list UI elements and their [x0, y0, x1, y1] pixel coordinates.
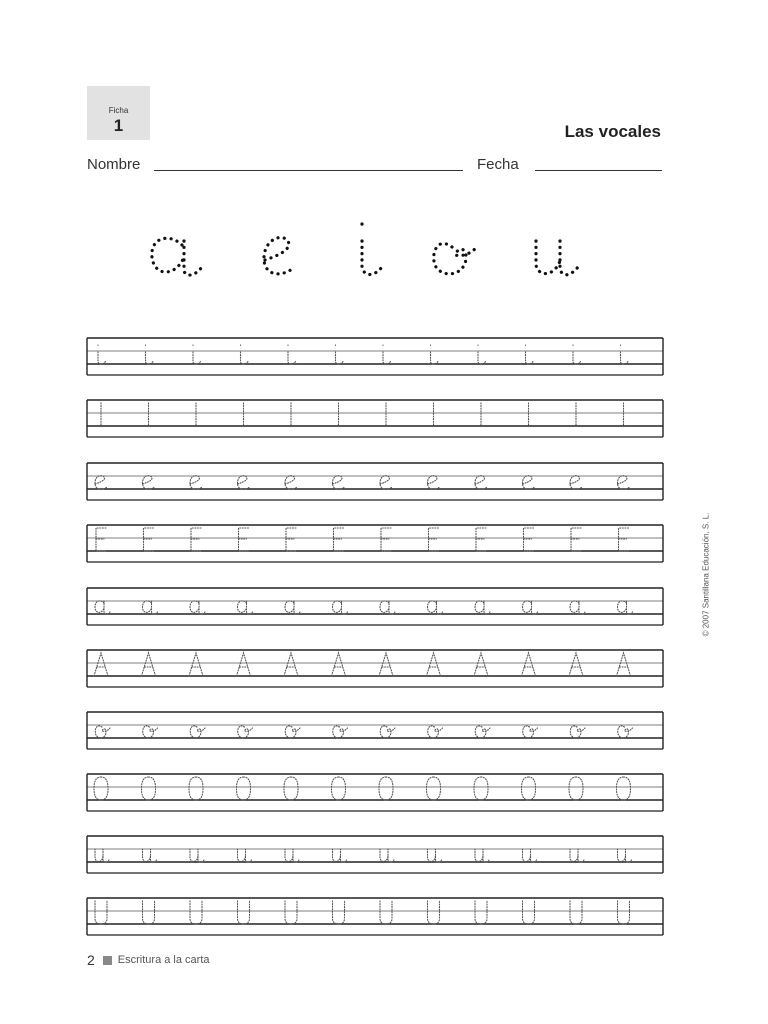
- dotted-letter-E: [286, 528, 296, 551]
- dotted-letter-a: [428, 601, 443, 614]
- dotted-letter-e: [238, 476, 250, 490]
- dotted-letter-o: [475, 726, 490, 738]
- dotted-letter-A: [237, 653, 251, 676]
- dotted-letter-o: [380, 726, 395, 738]
- dotted-letter-a: [380, 601, 395, 614]
- dotted-letter-a: [570, 601, 585, 614]
- dotted-letter-A: [569, 653, 583, 676]
- dotted-letter-e: [285, 476, 297, 490]
- dotted-letter-U: [143, 901, 155, 924]
- dotted-letter-i: [288, 345, 296, 364]
- dotted-letter-u: [475, 849, 489, 862]
- dotted-letter-A: [284, 653, 298, 676]
- dotted-letter-o: [95, 726, 110, 738]
- dotted-letter-U: [380, 901, 392, 924]
- dotted-letter-O: [427, 777, 441, 800]
- dotted-letter-O: [617, 777, 631, 800]
- dotted-letter-E: [239, 528, 249, 551]
- dotted-letter-a: [143, 601, 158, 614]
- dotted-letter-U: [523, 901, 535, 924]
- dotted-letter-O: [332, 777, 346, 800]
- name-label: Nombre: [87, 156, 141, 173]
- dotted-letter-e: [143, 476, 155, 490]
- dotted-letter-a: [333, 601, 348, 614]
- dotted-letter-o: [618, 726, 633, 738]
- dotted-letter-u: [95, 849, 109, 862]
- dotted-letter-i: [621, 345, 629, 364]
- dotted-letter-e: [190, 476, 202, 490]
- dotted-letter-E: [476, 528, 486, 551]
- dotted-letter-u: [285, 849, 299, 862]
- dotted-letter-A: [379, 653, 393, 676]
- dotted-letter-u: [523, 849, 537, 862]
- dotted-letter-O: [189, 777, 203, 800]
- dotted-letter-u: [618, 849, 632, 862]
- dotted-letter-U: [285, 901, 297, 924]
- dotted-letter-e: [95, 476, 107, 490]
- dotted-letter-O: [379, 777, 393, 800]
- dotted-letter-U: [190, 901, 202, 924]
- dotted-letter-o: [285, 726, 300, 738]
- dotted-letter-a: [618, 601, 633, 614]
- dotted-letter-E: [619, 528, 629, 551]
- dotted-letter-o: [143, 726, 158, 738]
- dotted-letter-a: [475, 601, 490, 614]
- dotted-letter-U: [238, 901, 250, 924]
- dotted-letter-i: [526, 345, 534, 364]
- page-title: Las vocales: [564, 122, 661, 141]
- dotted-letter-U: [428, 901, 440, 924]
- dotted-letter-i: [193, 345, 201, 364]
- ficha-label: Ficha: [108, 106, 129, 115]
- ficha-badge: [87, 86, 150, 140]
- dotted-letter-a: [523, 601, 538, 614]
- dotted-letter-u: [190, 849, 204, 862]
- dotted-letter-u: [570, 849, 584, 862]
- dotted-letter-e: [523, 476, 535, 490]
- dotted-letter-E: [429, 528, 439, 551]
- dotted-letter-e: [380, 476, 392, 490]
- page-footer: [87, 952, 210, 968]
- practice-row-U[interactable]: [87, 897, 663, 941]
- dotted-letter-o: [238, 726, 253, 738]
- date-label: Fecha: [477, 156, 519, 173]
- dotted-letter-u: [143, 849, 157, 862]
- dotted-letter-O: [522, 777, 536, 800]
- dotted-letter-i: [241, 345, 249, 364]
- dotted-letter-o: [190, 726, 205, 738]
- dotted-letter-A: [474, 653, 488, 676]
- dotted-letter-u: [380, 849, 394, 862]
- dotted-letter-u: [333, 849, 347, 862]
- practice-row-u[interactable]: [87, 835, 663, 879]
- book-title: Escritura a la carta: [117, 954, 210, 966]
- dotted-letter-u: [428, 849, 442, 862]
- big-vowel-i: [362, 224, 382, 275]
- dotted-letter-e: [475, 476, 487, 490]
- dotted-letter-i: [478, 345, 486, 364]
- dotted-letter-o: [428, 726, 443, 738]
- dotted-letter-E: [381, 528, 391, 551]
- dotted-letter-i: [573, 345, 581, 364]
- ficha-number: 1: [113, 116, 124, 135]
- big-vowel-o: [434, 244, 475, 274]
- dotted-letter-A: [189, 653, 203, 676]
- dotted-letter-E: [144, 528, 154, 551]
- dotted-letter-A: [617, 653, 631, 676]
- footer-square-icon: [103, 956, 112, 965]
- dotted-letter-i: [431, 345, 439, 364]
- practice-row-E[interactable]: [87, 524, 663, 568]
- name-write-line[interactable]: [154, 170, 463, 171]
- dotted-letter-i: [146, 345, 154, 364]
- dotted-letter-E: [96, 528, 106, 551]
- big-vowel-e: [264, 238, 295, 274]
- dotted-letter-E: [334, 528, 344, 551]
- practice-row-e[interactable]: [87, 462, 663, 506]
- dotted-letter-e: [570, 476, 582, 490]
- dotted-letter-i: [98, 345, 106, 364]
- dotted-letter-i: [336, 345, 344, 364]
- dotted-letter-E: [524, 528, 534, 551]
- dotted-letter-O: [142, 777, 156, 800]
- dotted-letter-U: [618, 901, 630, 924]
- dotted-letter-A: [427, 653, 441, 676]
- dotted-letter-o: [523, 726, 538, 738]
- dotted-letter-a: [95, 601, 110, 614]
- dotted-letter-E: [191, 528, 201, 551]
- dotted-letter-a: [285, 601, 300, 614]
- dotted-letter-u: [238, 849, 252, 862]
- dotted-letter-O: [284, 777, 298, 800]
- dotted-letter-e: [618, 476, 630, 490]
- dotted-letter-U: [95, 901, 107, 924]
- dotted-letter-A: [332, 653, 346, 676]
- dotted-letter-E: [571, 528, 581, 551]
- page-number: 2: [87, 952, 95, 968]
- dotted-letter-A: [94, 653, 108, 676]
- dotted-letter-i: [383, 345, 391, 364]
- dotted-letter-A: [142, 653, 156, 676]
- date-write-line[interactable]: [535, 170, 662, 171]
- practice-row-O[interactable]: [87, 773, 663, 817]
- dotted-letter-U: [475, 901, 487, 924]
- dotted-letter-U: [333, 901, 345, 924]
- copyright-note: © 2007 Santillana Educación, S. L.: [701, 512, 711, 637]
- dotted-letter-A: [522, 653, 536, 676]
- practice-row-o[interactable]: [87, 711, 663, 755]
- dotted-letter-a: [238, 601, 253, 614]
- dotted-letter-O: [94, 777, 108, 800]
- dotted-letter-O: [474, 777, 488, 800]
- dotted-letter-o: [333, 726, 348, 738]
- dotted-letter-U: [570, 901, 582, 924]
- dotted-letter-a: [190, 601, 205, 614]
- big-vowels-tracing: [130, 205, 630, 305]
- dotted-letter-e: [333, 476, 345, 490]
- practice-row-A[interactable]: [87, 649, 663, 693]
- practice-row-I[interactable]: [87, 399, 663, 443]
- dotted-letter-O: [569, 777, 583, 800]
- big-vowel-a: [152, 238, 202, 275]
- practice-row-a[interactable]: [87, 587, 663, 631]
- big-vowel-u: [536, 241, 578, 275]
- practice-row-i[interactable]: [87, 337, 663, 381]
- dotted-letter-o: [570, 726, 585, 738]
- dotted-letter-e: [428, 476, 440, 490]
- dotted-letter-O: [237, 777, 251, 800]
